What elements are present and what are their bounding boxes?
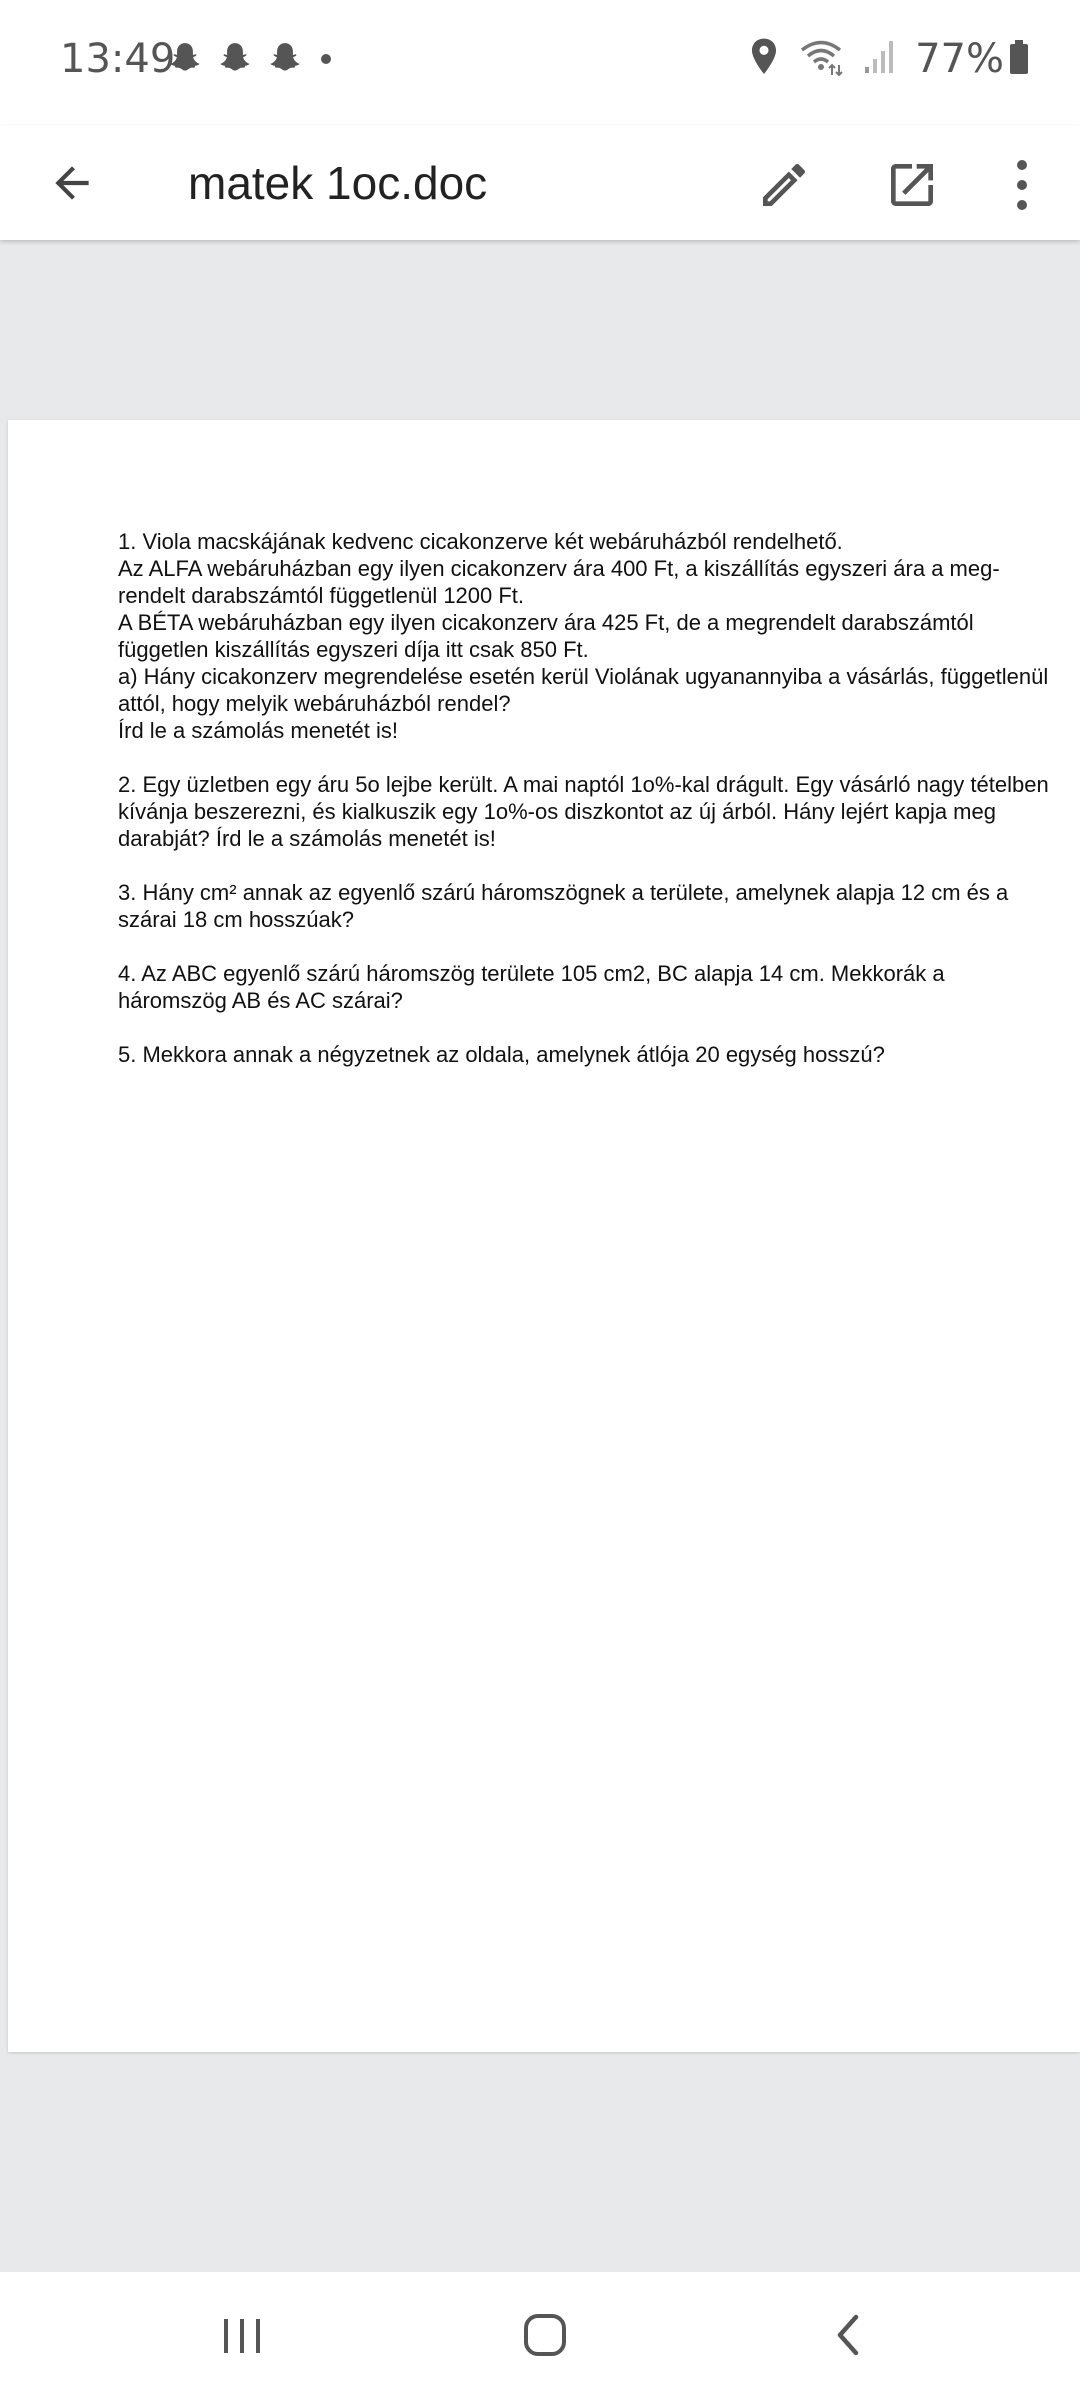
document-title: matek 1oc.doc bbox=[188, 157, 488, 209]
question-4: 4. Az ABC egyenlő szárú háromszög területe 105 cm2, BC alapja 14 cm. Mekkorák a háromszög AB és AC szárai? bbox=[118, 961, 945, 1013]
question-1: 1. Viola macskájának kedvenc cicakonzerve két webáruházból rendelhető. Az ALFA webáruházban egy ilyen cicakonzerv ára 400 Ft, a kiszállítás egyszeri ára a meg- rendelt darabszámtól függetlenül 1200 Ft. A BÉTA webáruházban egy ilyen cicakonzerv ára 425 Ft, de a megrendelt darabszámtól független kiszállítás egyszeri díja itt csak 850 Ft. a) Hány cicakonzerv megrendelése esetén kerül Violának ugyanannyiba a vásárlás, függetlenül attól, hogy melyik webáruházból rendel? Írd le a számolás menetét is! bbox=[118, 529, 1049, 743]
wifi-icon bbox=[799, 37, 845, 82]
system-status bbox=[747, 36, 1030, 82]
dot-icon bbox=[316, 49, 336, 69]
more-vert-icon bbox=[1012, 157, 1032, 218]
question-2: 2. Egy üzletben egy áru 5o lejbe került. A mai naptól 1o%-kal drágult. Egy vásárló nagy tételben kívánja beszerezni, és kialkuszik egy 1o%-os diszkontot az új árból. Hány lejért kapja meg darabját? Írd le a számolás menetét is! bbox=[118, 772, 1049, 851]
edit-pencil-icon bbox=[756, 157, 812, 218]
snapchat-icon bbox=[166, 40, 204, 78]
open-external-icon bbox=[884, 157, 940, 218]
document-page bbox=[8, 420, 1080, 2052]
notification-icons bbox=[166, 40, 336, 78]
back-icon bbox=[828, 2311, 868, 2364]
app-bar bbox=[0, 125, 1080, 240]
edit-button[interactable] bbox=[752, 155, 816, 219]
snapchat-icon bbox=[266, 40, 304, 78]
question-3: 3. Hány cm² annak az egyenlő szárú háromszögnek a területe, amelynek alapja 12 cm és a szárai 18 cm hosszúak? bbox=[118, 880, 1009, 932]
navigation-bar bbox=[0, 2272, 1080, 2400]
home-icon bbox=[521, 2311, 569, 2364]
status-bar bbox=[0, 0, 1080, 125]
battery-percentage: 77% bbox=[915, 36, 1004, 82]
question-5: 5. Mekkora annak a négyzetnek az oldala, amelynek átlója 20 egység hosszú? bbox=[118, 1042, 885, 1067]
location-icon bbox=[747, 37, 781, 82]
more-options-button[interactable] bbox=[1000, 155, 1044, 219]
battery-icon bbox=[1008, 39, 1030, 80]
recent-apps-icon bbox=[220, 2313, 264, 2362]
snapchat-icon bbox=[216, 40, 254, 78]
signal-icon bbox=[863, 39, 897, 80]
recent-apps-button[interactable] bbox=[202, 2302, 282, 2372]
back-arrow-icon bbox=[47, 158, 97, 213]
status-time: 13:49 bbox=[60, 36, 176, 82]
system-back-button[interactable] bbox=[808, 2302, 888, 2372]
document-body bbox=[118, 528, 1053, 1095]
open-in-app-button[interactable] bbox=[880, 155, 944, 219]
back-button[interactable] bbox=[42, 155, 102, 215]
home-button[interactable] bbox=[505, 2302, 585, 2372]
